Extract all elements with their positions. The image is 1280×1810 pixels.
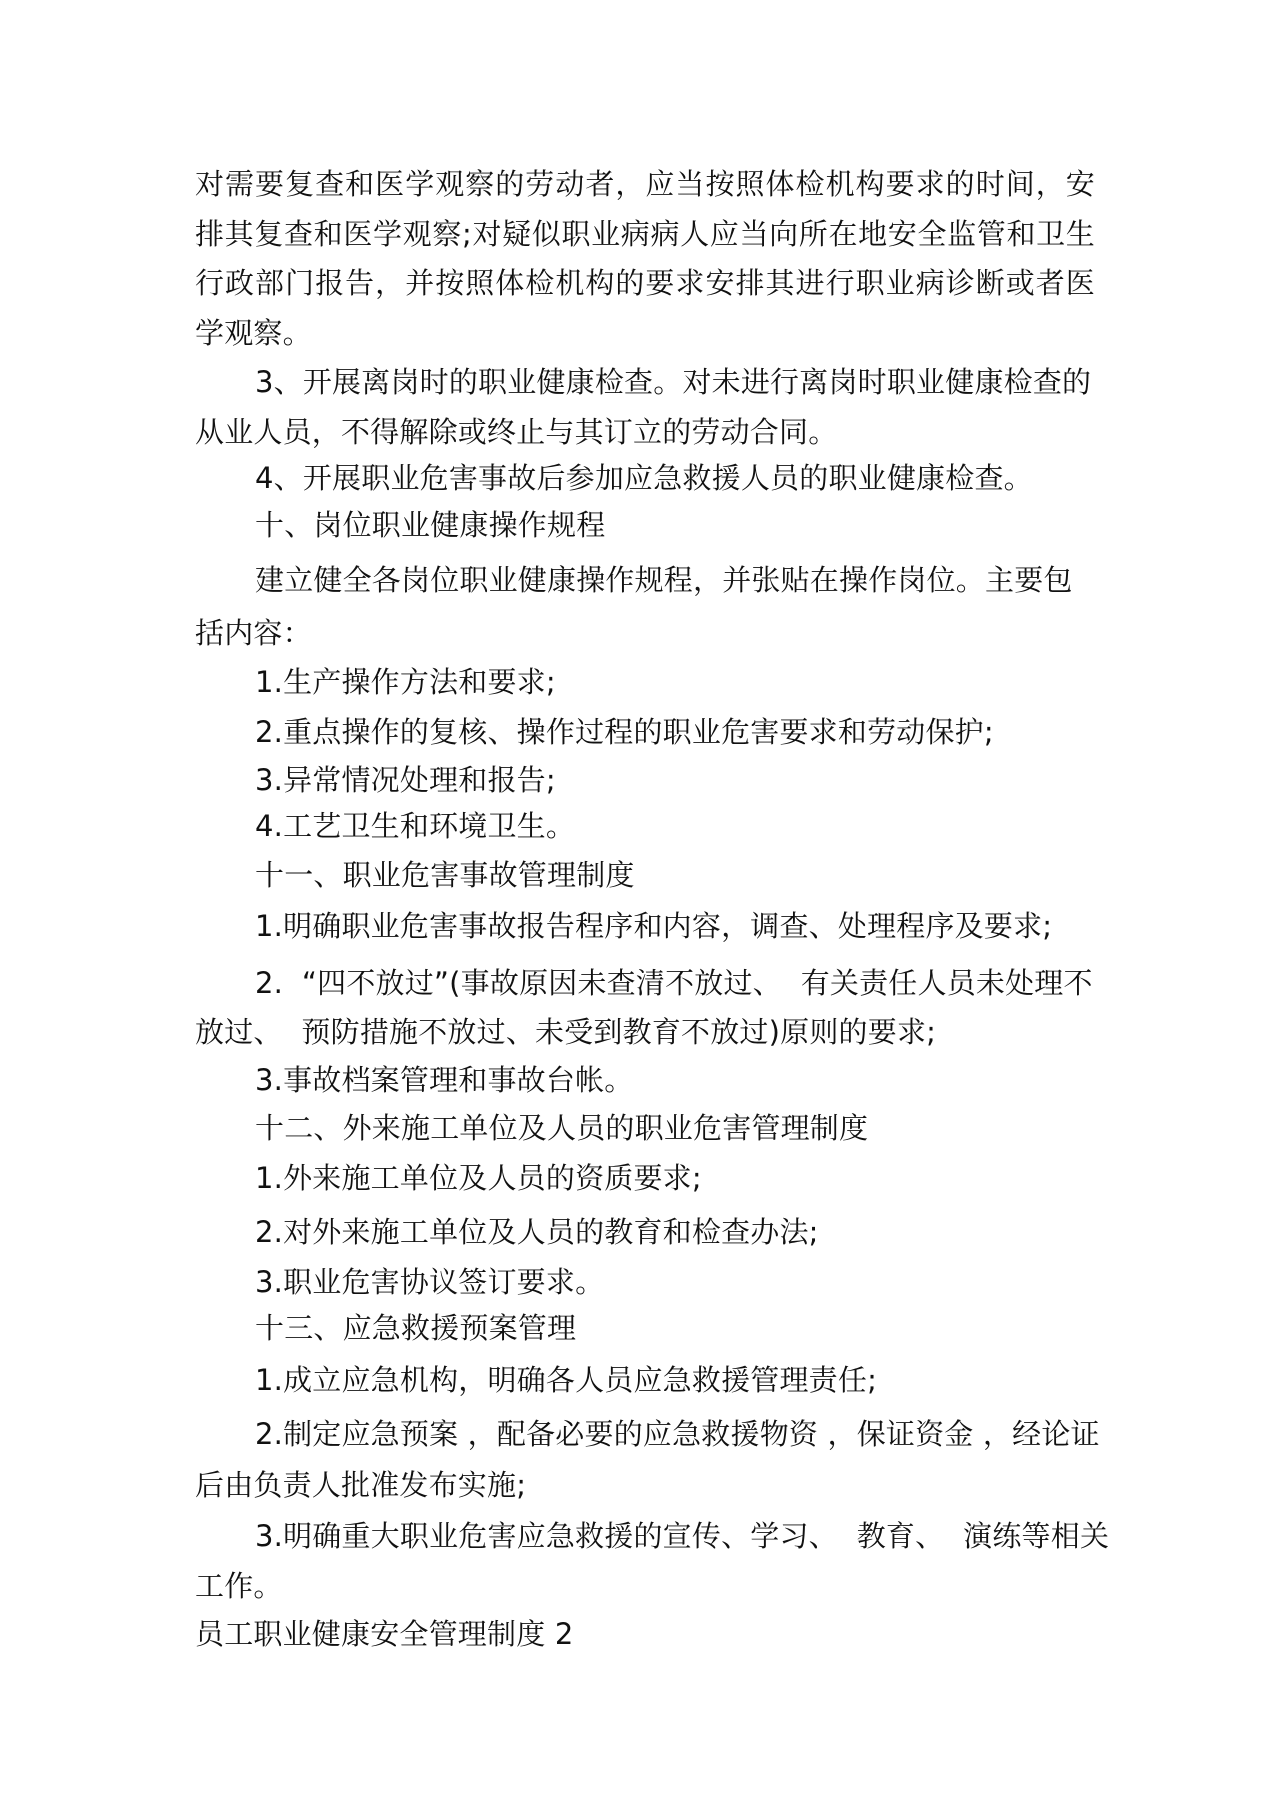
list-item-line: 3、开展离岗时的职业健康检查。对未进行离岗时职业健康检查的	[255, 365, 1092, 399]
list-item: 3.异常情况处理和报告;	[255, 763, 556, 797]
list-item: 1.明确职业危害事故报告程序和内容，调查、处理程序及要求;	[255, 909, 1053, 943]
paragraph-line: 建立健全各岗位职业健康操作规程，并张贴在操作岗位。主要包	[255, 563, 1073, 597]
list-item-line: 从业人员，不得解除或终止与其订立的劳动合同。	[195, 415, 838, 449]
section-heading: 十二、外来施工单位及人员的职业危害管理制度	[255, 1111, 869, 1145]
list-item: 1.生产操作方法和要求;	[255, 665, 556, 699]
list-item: 3.事故档案管理和事故台帐。	[255, 1063, 634, 1097]
section-heading: 十、岗位职业健康操作规程	[255, 508, 606, 542]
list-item: 3.职业危害协议签订要求。	[255, 1265, 605, 1299]
list-item-line: 2.制定应急预案 ，配备必要的应急救援物资 ，保证资金 ，经论证	[255, 1417, 1100, 1451]
paragraph-line: 学观察。	[195, 316, 312, 350]
paragraph-line: 对需要复查和医学观察的劳动者，应当按照体检机构要求的时间，安	[195, 167, 1095, 201]
list-item: 4.工艺卫生和环境卫生。	[255, 809, 576, 843]
next-document-title: 员工职业健康安全管理制度 2	[195, 1617, 574, 1651]
list-item: 1.外来施工单位及人员的资质要求;	[255, 1161, 702, 1195]
list-item: 4、开展职业危害事故后参加应急救援人员的职业健康检查。	[255, 461, 1033, 495]
list-item-line: 3.明确重大职业危害应急救援的宣传、学习、 教育、 演练等相关	[255, 1519, 1110, 1553]
section-heading: 十三、应急救援预案管理	[255, 1311, 577, 1345]
list-item: 2.重点操作的复核、操作过程的职业危害要求和劳动保护;	[255, 715, 994, 749]
list-item-line: 放过、 预防措施不放过、未受到教育不放过)原则的要求;	[195, 1015, 937, 1049]
list-item-line: 2. “四不放过”(事故原因未查清不放过、 有关责任人员未处理不	[255, 966, 1093, 1000]
list-item: 2.对外来施工单位及人员的教育和检查办法;	[255, 1215, 819, 1249]
list-item-line: 后由负责人批准发布实施;	[195, 1468, 527, 1502]
paragraph-line: 排其复查和医学观察;对疑似职业病病人应当向所在地安全监管和卫生	[195, 217, 1095, 251]
section-heading: 十一、职业危害事故管理制度	[255, 858, 635, 892]
list-item-line: 工作。	[195, 1569, 283, 1603]
paragraph-line: 行政部门报告，并按照体检机构的要求安排其进行职业病诊断或者医	[195, 266, 1095, 300]
paragraph-line: 括内容：	[195, 616, 312, 650]
list-item: 1.成立应急机构，明确各人员应急救援管理责任;	[255, 1363, 878, 1397]
